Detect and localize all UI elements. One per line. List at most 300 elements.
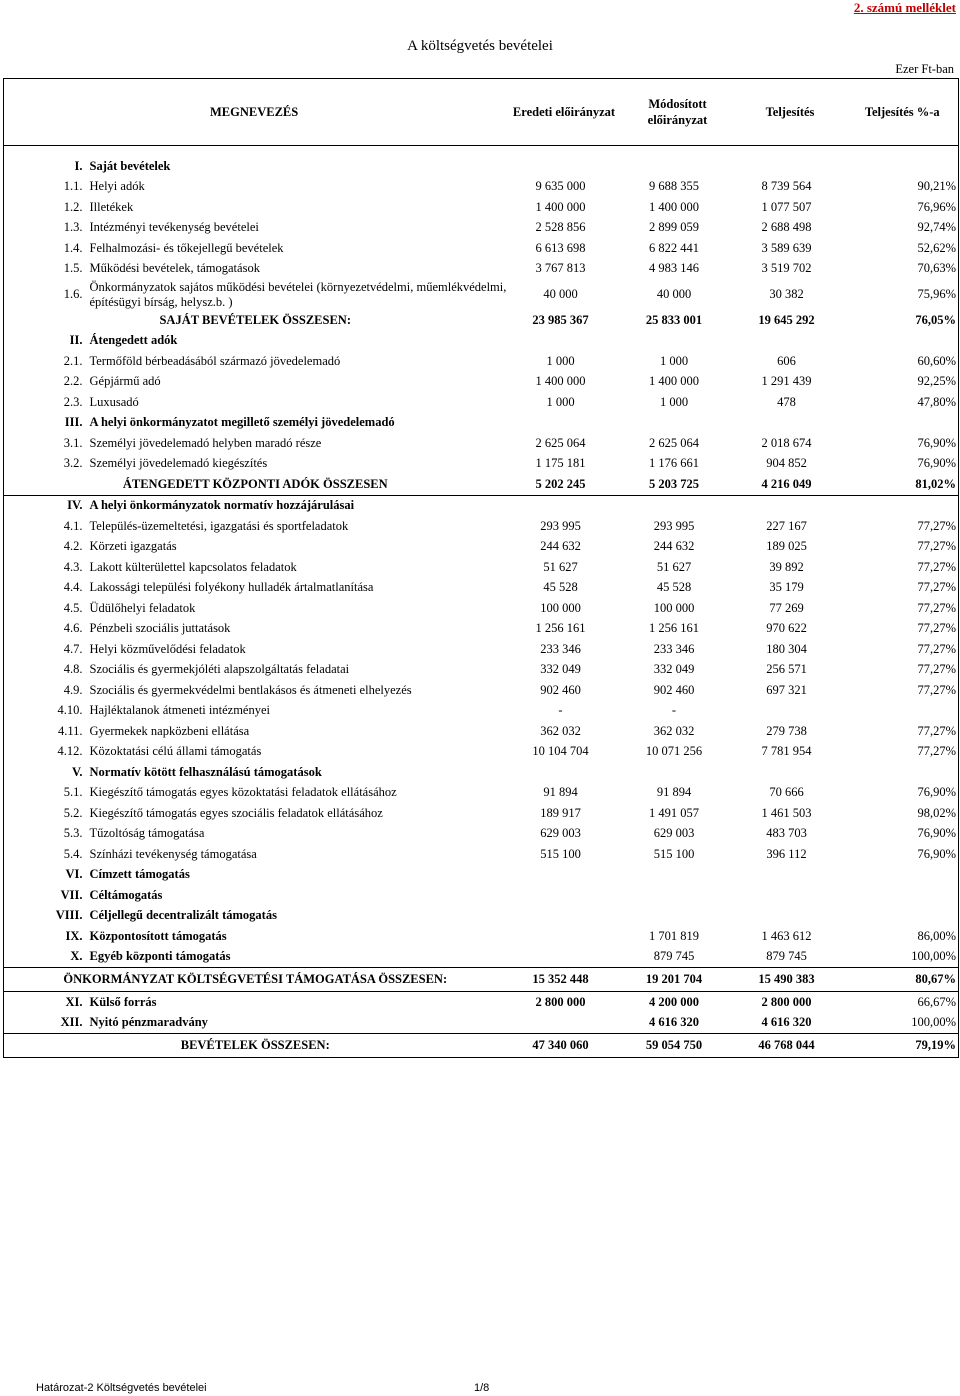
- row-label: Nyitó pénzmaradvány: [89, 1015, 208, 1030]
- table-row: [4, 218, 959, 239]
- value-actual: 77 269: [769, 600, 804, 615]
- value-original: 629 003: [540, 826, 581, 841]
- header-modified: Módosított előirányzat: [622, 79, 734, 146]
- value-percent: 52,62%: [917, 240, 956, 255]
- row-code: 4.9.: [63, 682, 83, 697]
- value-original: 1 000: [546, 353, 575, 368]
- value-original: 902 460: [540, 682, 581, 697]
- value-percent: 80,67%: [847, 968, 959, 992]
- row-label: Helyi adók: [89, 179, 145, 194]
- value-modified: 362 032: [653, 723, 695, 738]
- value-modified: [622, 885, 734, 906]
- row-code: 2.2.: [63, 374, 83, 389]
- row-label: A helyi önkormányzatot megillető személyi jövedelemadó: [89, 415, 395, 430]
- row-label: Normatív kötött felhasználású támogatások: [89, 764, 322, 779]
- header-row: [4, 79, 959, 146]
- value-percent: 77,27%: [917, 682, 956, 697]
- value-original: 10 104 704: [532, 744, 589, 759]
- value-modified: [622, 413, 734, 434]
- row-label: Egyéb központi támogatás: [89, 949, 231, 964]
- row-code: 5.2.: [63, 805, 83, 820]
- value-percent: 77,27%: [917, 662, 956, 677]
- value-actual: 70 666: [769, 785, 804, 800]
- value-modified: 2 625 064: [649, 435, 699, 450]
- value-percent: [847, 701, 959, 722]
- value-percent: 77,27%: [917, 518, 956, 533]
- value-original: 23 985 367: [532, 312, 589, 327]
- row-label: Címzett támogatás: [89, 867, 190, 882]
- value-actual: 879 745: [766, 949, 807, 964]
- value-modified: 1 176 661: [649, 456, 699, 471]
- table-row: [4, 279, 959, 310]
- row-code: 4.2.: [63, 539, 83, 554]
- value-actual: 483 703: [766, 826, 807, 841]
- row-code: IX.: [65, 928, 83, 943]
- table-row: [4, 351, 959, 372]
- table-row: [4, 865, 959, 886]
- value-modified: 1 256 161: [649, 621, 699, 636]
- value-percent: 77,27%: [917, 600, 956, 615]
- value-modified: 1 701 819: [649, 928, 699, 943]
- value-actual: 227 167: [766, 518, 807, 533]
- row-code: VIII.: [55, 908, 83, 923]
- value-percent: 100,00%: [911, 949, 956, 964]
- row-code: 4.5.: [63, 600, 83, 615]
- row-code: 3.1.: [63, 435, 83, 450]
- row-label: Gépjármű adó: [89, 374, 161, 389]
- row-label: Luxusadó: [89, 394, 139, 409]
- value-modified: 4 983 146: [649, 261, 699, 276]
- value-original: 9 635 000: [535, 179, 586, 194]
- row-label: A helyi önkormányzatok normatív hozzájárulásai: [89, 498, 355, 513]
- value-modified: 45 528: [656, 580, 692, 595]
- value-original: 244 632: [540, 539, 581, 554]
- value-actual: 1 291 439: [761, 374, 812, 389]
- value-percent: 47,80%: [917, 394, 956, 409]
- value-actual: [734, 156, 847, 177]
- table-row: [4, 259, 959, 280]
- row-code: 5.4.: [63, 846, 83, 861]
- row-total-label: BEVÉTELEK ÖSSZESEN:: [4, 1034, 507, 1058]
- table-row: [4, 721, 959, 742]
- value-original: 1 256 161: [535, 621, 586, 636]
- row-label: Külső forrás: [89, 994, 157, 1009]
- row-label: Lakott külterülettel kapcsolatos feladatok: [89, 559, 297, 574]
- table-row: [4, 495, 959, 516]
- row-label: Kiegészítő támogatás egyes szociális feladatok ellátásához: [89, 805, 383, 820]
- table-row: [4, 197, 959, 218]
- row-code: 4.8.: [63, 662, 83, 677]
- value-percent: [847, 495, 959, 516]
- table-row: [4, 392, 959, 413]
- value-actual: 396 112: [766, 846, 807, 861]
- value-percent: 92,74%: [917, 220, 956, 235]
- table-row: [4, 824, 959, 845]
- value-modified: 1 400 000: [649, 374, 699, 389]
- value-actual: 2 800 000: [761, 994, 812, 1009]
- header-actual: Teljesítés: [734, 79, 847, 146]
- value-actual: 189 025: [766, 539, 807, 554]
- value-original: 6 613 698: [535, 240, 586, 255]
- row-code: II.: [69, 333, 83, 348]
- value-modified: 1 400 000: [649, 199, 699, 214]
- row-code: X.: [70, 949, 83, 964]
- value-modified: 6 822 441: [649, 240, 699, 255]
- value-original: [507, 331, 622, 352]
- row-code: VII.: [60, 887, 83, 902]
- value-actual: 7 781 954: [761, 744, 812, 759]
- value-percent: 86,00%: [917, 928, 956, 943]
- value-original: 1 400 000: [535, 374, 586, 389]
- value-original: [507, 1013, 622, 1034]
- value-modified: [622, 331, 734, 352]
- table-row: [4, 156, 959, 177]
- value-actual: 970 622: [766, 621, 807, 636]
- value-original: 91 894: [543, 785, 578, 800]
- value-actual: 15 490 383: [734, 968, 847, 992]
- value-percent: 76,90%: [917, 456, 956, 471]
- table-row: [4, 310, 959, 331]
- row-label: Személyi jövedelemadó helyben maradó része: [89, 435, 322, 450]
- row-label: Céltámogatás: [89, 887, 163, 902]
- value-actual: 256 571: [766, 662, 807, 677]
- value-modified: 91 894: [656, 785, 692, 800]
- value-percent: 76,96%: [917, 199, 956, 214]
- value-actual: 35 179: [769, 580, 804, 595]
- value-modified: 1 000: [659, 353, 689, 368]
- row-code: 4.10.: [57, 703, 83, 718]
- table-row: [4, 516, 959, 537]
- row-label: Üdülőhelyi feladatok: [89, 600, 196, 615]
- value-modified: 879 745: [653, 949, 695, 964]
- value-original: 45 528: [543, 580, 578, 595]
- table-row: [4, 926, 959, 947]
- value-percent: 66,67%: [917, 994, 956, 1009]
- value-actual: [734, 865, 847, 886]
- table-row: [4, 742, 959, 763]
- table-row: [4, 433, 959, 454]
- value-modified: [622, 906, 734, 927]
- value-percent: 76,90%: [917, 846, 956, 861]
- row-label: Gyermekek napközbeni ellátása: [89, 723, 250, 738]
- row-code: 2.1.: [63, 353, 83, 368]
- value-modified: 515 100: [653, 846, 695, 861]
- value-original: 1 400 000: [535, 199, 586, 214]
- value-modified: 10 071 256: [645, 744, 703, 759]
- value-modified: 244 632: [653, 539, 695, 554]
- row-code: XI.: [65, 994, 83, 1009]
- value-actual: 19 645 292: [758, 312, 815, 327]
- row-code: VI.: [65, 867, 83, 882]
- value-actual: 1 461 503: [761, 805, 812, 820]
- value-modified: 1 491 057: [649, 805, 699, 820]
- row-label: Működési bevételek, támogatások: [89, 261, 260, 276]
- row-code: 4.1.: [63, 518, 83, 533]
- table-row: [4, 680, 959, 701]
- row-label: Szociális és gyermekvédelmi bentlakásos és átmeneti elhelyezés: [89, 682, 412, 697]
- value-percent: 98,02%: [917, 805, 956, 820]
- table-row: [4, 1034, 959, 1058]
- row-code: 1.3.: [63, 220, 83, 235]
- value-original: 189 917: [540, 805, 581, 820]
- value-original: 515 100: [540, 846, 581, 861]
- row-label: Céljellegű decentralizált támogatás: [89, 908, 277, 923]
- value-original: [507, 906, 622, 927]
- table-row: [4, 177, 959, 198]
- value-actual: [734, 762, 847, 783]
- row-code: 1.4.: [63, 240, 83, 255]
- value-percent: 77,27%: [917, 744, 956, 759]
- table-row: [4, 762, 959, 783]
- row-label: Lakossági települési folyékony hulladék ártalmatlanítása: [89, 580, 374, 595]
- value-original: [507, 947, 622, 968]
- value-original: [507, 762, 622, 783]
- value-modified: 332 049: [653, 662, 695, 677]
- table-row: [4, 803, 959, 824]
- value-original: [507, 865, 622, 886]
- table-row: [4, 619, 959, 640]
- value-percent: [847, 156, 959, 177]
- value-original: 233 346: [540, 641, 581, 656]
- value-original: 15 352 448: [507, 968, 622, 992]
- row-code: 4.11.: [57, 723, 83, 738]
- value-original: 2 528 856: [535, 220, 586, 235]
- row-code: 5.3.: [63, 826, 83, 841]
- row-total-label: ÖNKORMÁNYZAT KÖLTSÉGVETÉSI TÁMOGATÁSA ÖSSZESEN:: [4, 968, 507, 992]
- value-original: [507, 413, 622, 434]
- header-percent: Teljesítés %-a: [847, 79, 959, 146]
- value-original: 3 767 813: [535, 261, 586, 276]
- footer-document-name: Határozat-2 Költségvetés bevételei: [36, 1382, 207, 1394]
- value-modified: 40 000: [656, 287, 692, 301]
- value-actual: [734, 906, 847, 927]
- value-actual: 279 738: [766, 723, 807, 738]
- value-modified: [622, 762, 734, 783]
- value-modified: [622, 495, 734, 516]
- row-label: Helyi közművelődési feladatok: [89, 641, 246, 656]
- value-modified: 2 899 059: [649, 220, 699, 235]
- value-actual: 39 892: [769, 559, 804, 574]
- value-percent: [847, 906, 959, 927]
- annex-label: 2. számú melléklet: [853, 0, 956, 15]
- row-code: 1.5.: [63, 261, 83, 276]
- revenue-table: [3, 78, 959, 1058]
- row-code: 1.6.: [63, 287, 83, 301]
- table-row: [4, 992, 959, 1013]
- value-actual: [734, 495, 847, 516]
- row-label: Kiegészítő támogatás egyes közoktatási feladatok ellátásához: [89, 785, 397, 800]
- value-percent: 75,96%: [917, 287, 956, 301]
- value-actual: 4 616 320: [761, 1015, 812, 1030]
- value-modified: 293 995: [653, 518, 695, 533]
- table-row: [4, 701, 959, 722]
- value-modified: 5 203 725: [622, 474, 734, 495]
- table-row: [4, 783, 959, 804]
- table-row: [4, 844, 959, 865]
- value-actual: 478: [777, 394, 796, 409]
- table-row: [4, 372, 959, 393]
- value-percent: 79,19%: [847, 1034, 959, 1058]
- value-modified: 629 003: [653, 826, 695, 841]
- value-percent: 76,90%: [917, 785, 956, 800]
- value-original: 1 175 181: [535, 456, 586, 471]
- value-original: 51 627: [543, 559, 578, 574]
- value-actual: 2 688 498: [761, 220, 812, 235]
- value-actual: 2 018 674: [761, 435, 812, 450]
- row-code: 4.6.: [63, 621, 83, 636]
- value-actual: 606: [777, 353, 796, 368]
- value-percent: 76,90%: [917, 826, 956, 841]
- row-code: I.: [74, 158, 83, 173]
- value-actual: 180 304: [766, 641, 807, 656]
- value-modified: 4 616 320: [649, 1015, 699, 1030]
- table-row: [4, 413, 959, 434]
- table-row: [4, 474, 959, 495]
- value-actual: [734, 885, 847, 906]
- value-modified: 19 201 704: [622, 968, 734, 992]
- value-original: [507, 926, 622, 947]
- table-row: [4, 537, 959, 558]
- value-actual: 1 463 612: [761, 928, 812, 943]
- value-percent: 77,27%: [917, 641, 956, 656]
- value-original: 40 000: [543, 287, 578, 301]
- value-actual: 3 589 639: [761, 240, 812, 255]
- table-row: [4, 454, 959, 475]
- table-row: [4, 906, 959, 927]
- value-percent: 60,60%: [917, 353, 956, 368]
- value-modified: [622, 865, 734, 886]
- page-title: A költségvetés bevételei: [407, 38, 553, 54]
- row-code: V.: [71, 764, 83, 779]
- table-row: [4, 947, 959, 968]
- value-original: 332 049: [540, 662, 581, 677]
- row-total-label: SAJÁT BEVÉTELEK ÖSSZESEN:: [159, 312, 351, 327]
- value-percent: [847, 865, 959, 886]
- value-percent: 81,02%: [847, 474, 959, 495]
- value-original: 1 000: [546, 394, 575, 409]
- row-code: 2.3.: [63, 394, 83, 409]
- value-modified: -: [671, 703, 677, 718]
- value-original: 5 202 245: [507, 474, 622, 495]
- table-row: [4, 639, 959, 660]
- value-actual: 4 216 049: [734, 474, 847, 495]
- row-code: III.: [64, 415, 83, 430]
- row-code: 4.4.: [63, 580, 83, 595]
- table-row: [4, 557, 959, 578]
- value-modified: 1 000: [659, 394, 689, 409]
- table-row: [4, 598, 959, 619]
- row-label: Átengedett adók: [89, 333, 178, 348]
- value-actual: [734, 413, 847, 434]
- value-original: 362 032: [540, 723, 581, 738]
- table-body: [4, 146, 959, 1058]
- value-percent: 77,27%: [917, 539, 956, 554]
- table-row: [4, 660, 959, 681]
- value-original: 47 340 060: [507, 1034, 622, 1058]
- value-percent: 77,27%: [917, 621, 956, 636]
- value-actual: 8 739 564: [761, 179, 812, 194]
- row-code: 5.1.: [63, 785, 83, 800]
- value-actual: 46 768 044: [734, 1034, 847, 1058]
- value-percent: 90,21%: [917, 179, 956, 194]
- value-actual: 30 382: [769, 287, 804, 301]
- row-label: Szociális és gyermekjóléti alapszolgáltatás feladatai: [89, 662, 350, 677]
- value-percent: 76,90%: [917, 435, 956, 450]
- value-percent: 70,63%: [917, 261, 956, 276]
- value-modified: 4 200 000: [649, 994, 699, 1009]
- value-original: -: [558, 703, 563, 718]
- row-label: Termőföld bérbeadásából származó jövedelemadó: [89, 353, 341, 368]
- row-code: 4.7.: [63, 641, 83, 656]
- table-row: [4, 578, 959, 599]
- value-modified: [622, 156, 734, 177]
- footer-page-number: 1/8: [474, 1382, 490, 1394]
- unit-label: Ezer Ft-ban: [895, 62, 954, 76]
- row-label: Központosított támogatás: [89, 928, 227, 943]
- row-code: 1.1.: [63, 179, 83, 194]
- row-code: XII.: [60, 1015, 83, 1030]
- value-percent: 77,27%: [917, 580, 956, 595]
- value-actual: [734, 331, 847, 352]
- value-modified: 233 346: [653, 641, 695, 656]
- value-percent: [847, 331, 959, 352]
- value-percent: 77,27%: [917, 559, 956, 574]
- value-original: 2 800 000: [535, 994, 586, 1009]
- row-label: Felhalmozási- és tőkejellegű bevételek: [89, 240, 284, 255]
- value-modified: 9 688 355: [649, 179, 699, 194]
- value-modified: 51 627: [656, 559, 692, 574]
- spacer-row: [4, 146, 959, 157]
- row-label: Település-üzemeltetési, igazgatási és sportfeladatok: [89, 518, 349, 533]
- header-name: MEGNEVEZÉS: [4, 79, 507, 146]
- value-percent: 76,05%: [915, 312, 956, 327]
- value-original: [507, 156, 622, 177]
- value-percent: [847, 413, 959, 434]
- table-row: [4, 885, 959, 906]
- row-label: Színházi tevékenység támogatása: [89, 846, 257, 861]
- value-percent: [847, 885, 959, 906]
- row-code: 4.12.: [57, 744, 83, 759]
- row-label: Hajléktalanok átmeneti intézményei: [89, 703, 270, 718]
- row-code: 4.3.: [63, 559, 83, 574]
- value-percent: 100,00%: [911, 1015, 956, 1030]
- table-row: [4, 331, 959, 352]
- row-label: Saját bevételek: [89, 158, 171, 173]
- table-row: [4, 1013, 959, 1034]
- value-original: [507, 885, 622, 906]
- value-modified: 59 054 750: [622, 1034, 734, 1058]
- row-label: Önkormányzatok sajátos működési bevételei (környezetvédelmi, műemlékvédelmi, építésügyi bírság, helysz.b. ): [89, 279, 507, 309]
- value-original: [507, 495, 622, 516]
- value-modified: 902 460: [653, 682, 695, 697]
- header-original: Eredeti előirányzat: [507, 79, 622, 146]
- row-code: IV.: [67, 498, 83, 513]
- value-actual: [734, 701, 847, 722]
- row-code: 1.2.: [63, 199, 83, 214]
- row-label: Személyi jövedelemadó kiegészítés: [89, 456, 268, 471]
- row-code: 3.2.: [63, 456, 83, 471]
- table-row: [4, 968, 959, 992]
- value-actual: 1 077 507: [761, 199, 812, 214]
- value-actual: 3 519 702: [761, 261, 812, 276]
- table-row: [4, 238, 959, 259]
- value-actual: 904 852: [766, 456, 807, 471]
- row-label: Közoktatási célú állami támogatás: [89, 744, 262, 759]
- row-total-label: ÁTENGEDETT KÖZPONTI ADÓK ÖSSZESEN: [4, 474, 507, 495]
- row-label: Pénzbeli szociális juttatások: [89, 621, 231, 636]
- value-actual: 697 321: [766, 682, 807, 697]
- row-label: Körzeti igazgatás: [89, 539, 177, 554]
